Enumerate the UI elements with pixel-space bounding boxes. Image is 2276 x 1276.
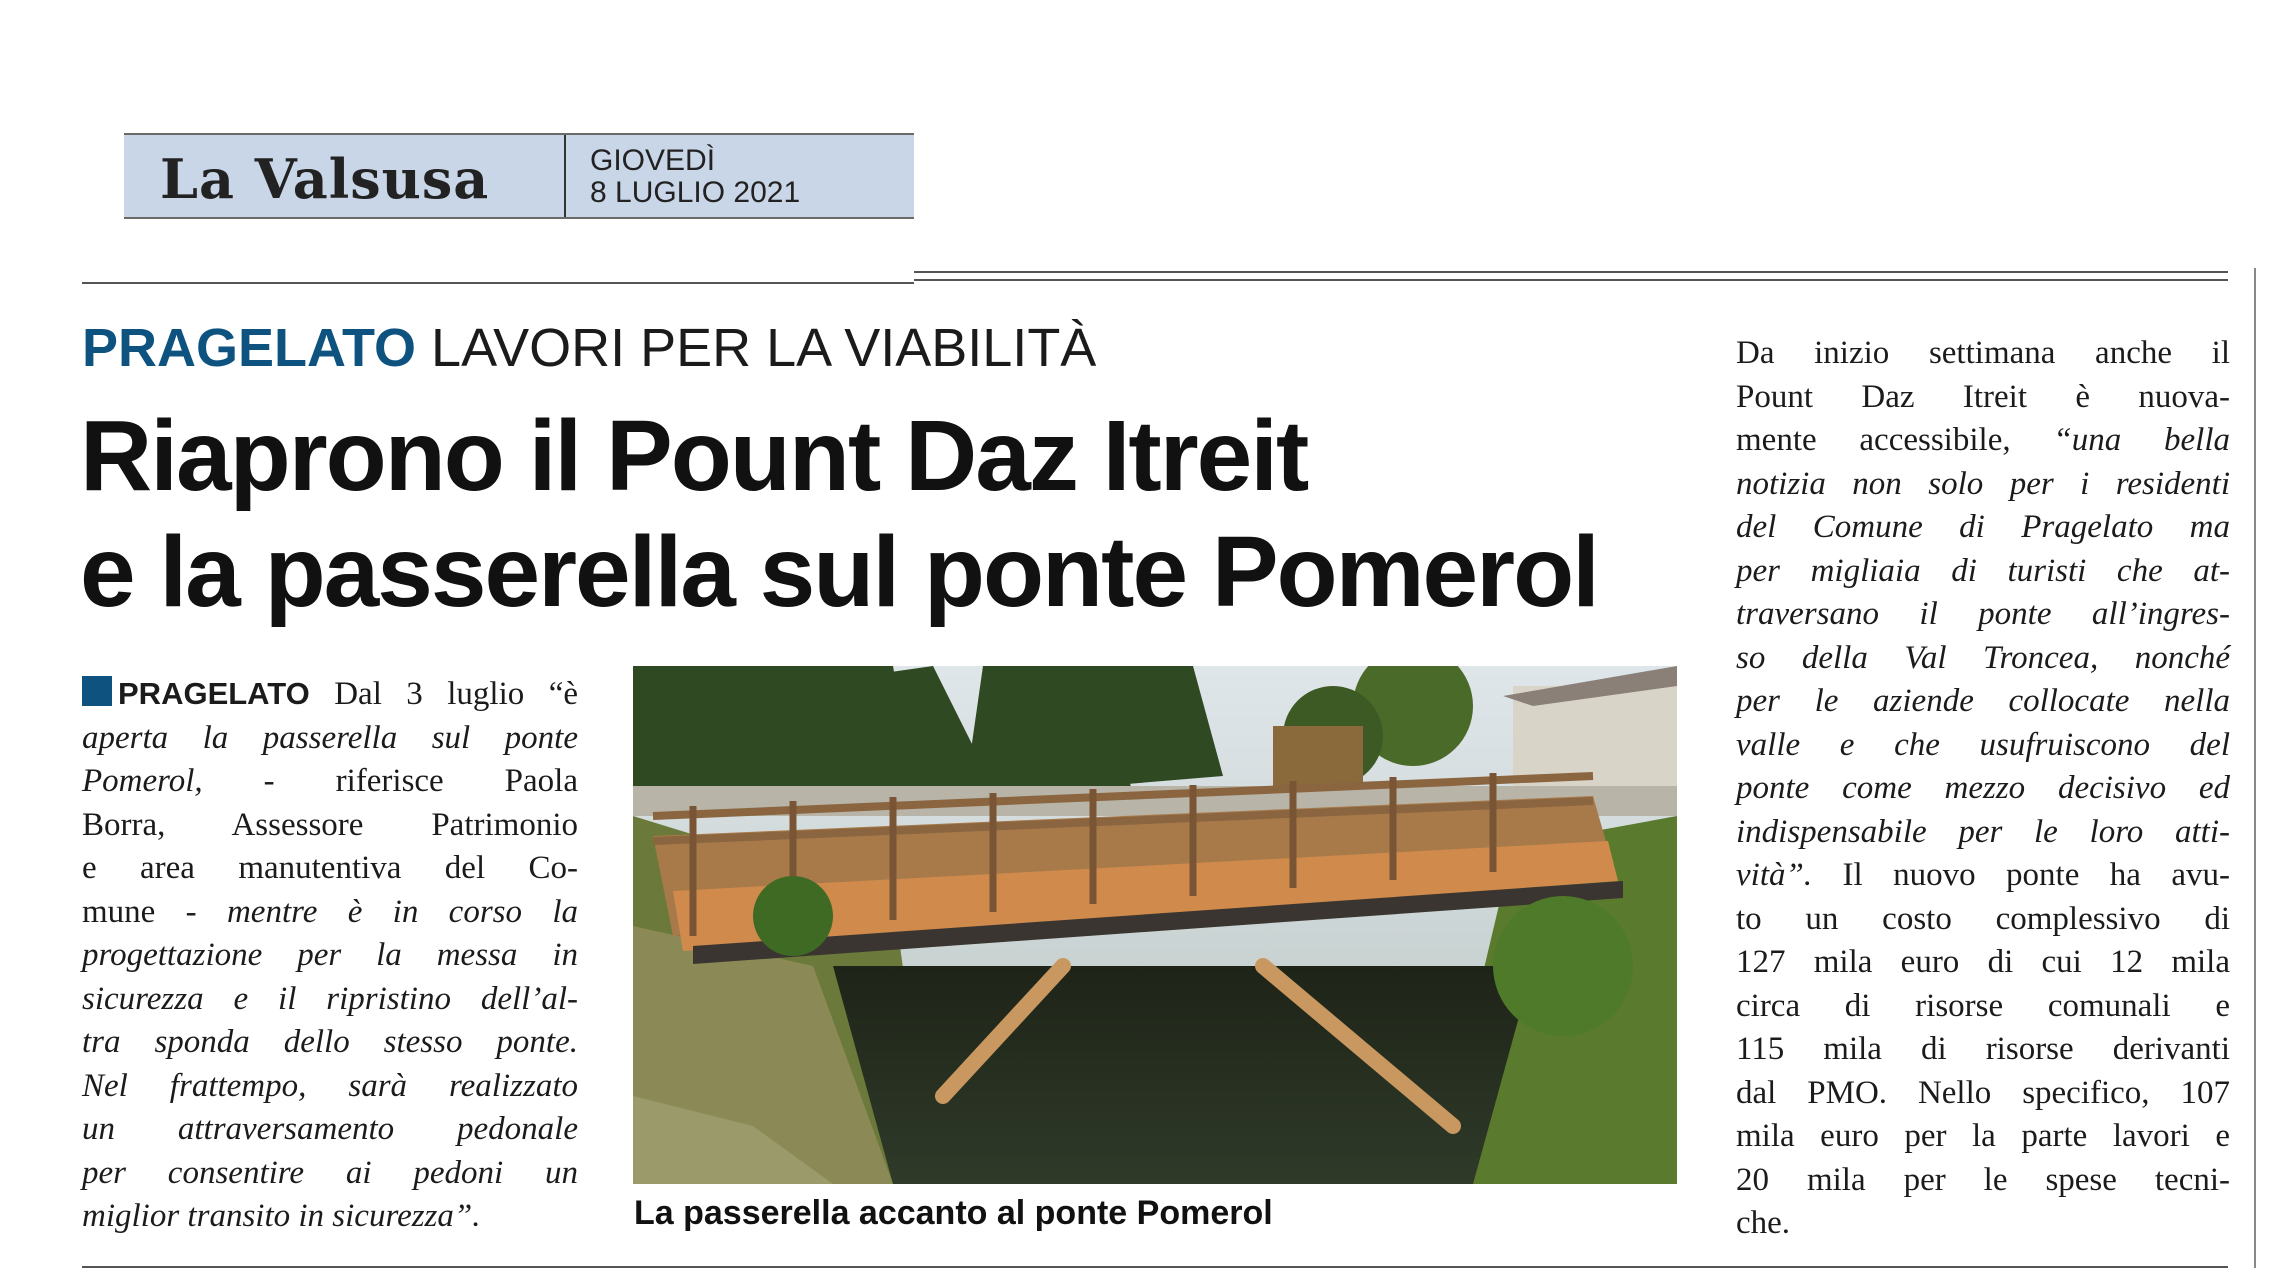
body-text-line xyxy=(1736,1202,2230,1246)
column-divider xyxy=(2254,268,2256,1268)
body-text-line xyxy=(1736,419,2230,463)
body-text-line xyxy=(1736,941,2230,985)
text-run: 115 mila di risorse derivanti xyxy=(1736,1031,2230,1067)
issue-day: GIOVEDÌ xyxy=(590,144,716,177)
body-text-line xyxy=(1736,332,2230,376)
text-run: miglior transito in sicurezza”. xyxy=(82,1198,481,1234)
text-run: mune - xyxy=(82,893,227,930)
body-text-line xyxy=(1736,724,2230,768)
text-run: Borra, Assessore Patrimonio xyxy=(82,806,578,843)
text-run: notizia non solo per i residenti xyxy=(1736,465,2230,502)
body-text-line xyxy=(1736,550,2230,594)
text-run: Dal 3 luglio “è xyxy=(309,676,578,712)
text-run: per consentire ai pedoni un xyxy=(82,1154,578,1191)
body-text-line xyxy=(82,672,578,717)
text-run: Pount Daz Itreit è nuova- xyxy=(1736,378,2230,415)
body-text-line xyxy=(1736,680,2230,724)
body-text-line xyxy=(1736,1159,2230,1203)
top-rule-right-2 xyxy=(914,279,2228,281)
top-rule-left xyxy=(82,282,914,284)
text-run: - riferisce Paola xyxy=(202,763,578,799)
text-run: to un costo complessivo di xyxy=(1736,900,2230,937)
body-text-line xyxy=(82,891,578,935)
body-text-line xyxy=(82,717,578,761)
headline-line-2: e la passerella sul ponte Pomerol xyxy=(80,516,1598,628)
body-text-line xyxy=(82,1108,578,1152)
issue-date-text: 8 LUGLIO 2021 xyxy=(590,176,801,209)
body-text-line xyxy=(1736,1028,2230,1072)
text-run: dal PMO. Nello specifico, 107 xyxy=(1736,1074,2230,1111)
text-run: per migliaia di turisti che at- xyxy=(1736,552,2230,589)
bottom-rule xyxy=(82,1266,2228,1268)
text-run: “una bella xyxy=(2053,422,2230,458)
text-run: circa di risorse comunali e xyxy=(1736,987,2230,1024)
text-run: del Comune di Pragelato ma xyxy=(1736,509,2230,545)
headline-line-1: Riaprono il Pount Daz Itreit xyxy=(80,400,1308,512)
text-run: traversano il ponte all’ingres- xyxy=(1736,596,2230,632)
text-run: Da inizio settimana anche il xyxy=(1736,335,2230,371)
bridge-photo-illustration xyxy=(633,666,1677,1184)
text-run: so della Val Troncea, nonché xyxy=(1736,639,2230,676)
text-run: 20 mila per le spese tecni- xyxy=(1736,1161,2230,1198)
article-photo xyxy=(633,666,1677,1184)
text-run: mentre è in corso la xyxy=(226,893,578,930)
text-run: sicurezza e il ripristino dell’al- xyxy=(82,980,578,1017)
body-text-line xyxy=(82,1152,578,1196)
text-run: mila euro per la parte lavori e xyxy=(1736,1118,2230,1154)
dateline: PRAGELATO xyxy=(118,676,310,711)
article-body-left xyxy=(82,672,578,1239)
text-run: un attraversamento pedonale xyxy=(82,1111,578,1147)
body-text-line xyxy=(82,847,578,891)
body-text-line xyxy=(82,934,578,978)
text-run: valle e che usufruiscono del xyxy=(1736,726,2230,763)
body-text-line xyxy=(1736,506,2230,550)
text-run: mente accessibile, xyxy=(1736,422,2054,458)
text-run: 127 mila euro di cui 12 mila xyxy=(1736,944,2230,980)
body-text-line xyxy=(82,1195,578,1239)
body-text-line xyxy=(82,978,578,1022)
text-run: ponte come mezzo decisivo ed xyxy=(1736,770,2230,806)
text-run: aperta la passerella sul ponte xyxy=(82,719,578,756)
issue-date xyxy=(590,145,800,209)
masthead-divider xyxy=(564,135,566,217)
body-text-line xyxy=(1736,1115,2230,1159)
body-text-line xyxy=(1736,463,2230,507)
body-text-line xyxy=(1736,985,2230,1029)
kicker-topic: LAVORI PER LA VIABILITÀ xyxy=(431,318,1097,378)
text-run: per le aziende collocate nella xyxy=(1736,683,2230,719)
body-text-line xyxy=(82,804,578,848)
text-run: Nel frattempo, sarà realizzato xyxy=(82,1067,578,1104)
body-text-line xyxy=(82,1021,578,1065)
body-text-line xyxy=(1736,811,2230,855)
body-text-line xyxy=(1736,637,2230,681)
top-rule-right xyxy=(914,271,2228,273)
text-run: indispensabile per le loro atti- xyxy=(1736,813,2230,850)
body-text-line xyxy=(1736,767,2230,811)
text-run: progettazione per la messa in xyxy=(82,937,578,973)
newspaper-name: La Valsusa xyxy=(160,147,490,211)
body-text-line xyxy=(82,760,578,804)
body-text-line xyxy=(1736,376,2230,420)
text-run: tra sponda dello stesso ponte. xyxy=(82,1024,578,1060)
article-kicker xyxy=(82,318,1096,378)
body-text-line xyxy=(82,1065,578,1109)
text-run: che. xyxy=(1736,1205,1791,1241)
text-run: Il nuovo ponte ha avu- xyxy=(1812,857,2230,893)
text-run: e area manutentiva del Co- xyxy=(82,850,578,886)
body-text-line xyxy=(1736,1072,2230,1116)
body-text-line xyxy=(1736,898,2230,942)
kicker-place: PRAGELATO xyxy=(82,318,417,378)
text-run: vità”. xyxy=(1736,857,1813,893)
body-text-line xyxy=(1736,854,2230,898)
body-text-line xyxy=(1736,593,2230,637)
article-body-right xyxy=(1736,332,2230,1246)
text-run: Pomerol, xyxy=(82,763,203,799)
photo-caption: La passerella accanto al ponte Pomerol xyxy=(634,1194,1273,1232)
masthead xyxy=(124,133,914,219)
section-square-icon xyxy=(82,676,112,706)
headline xyxy=(80,398,1640,630)
